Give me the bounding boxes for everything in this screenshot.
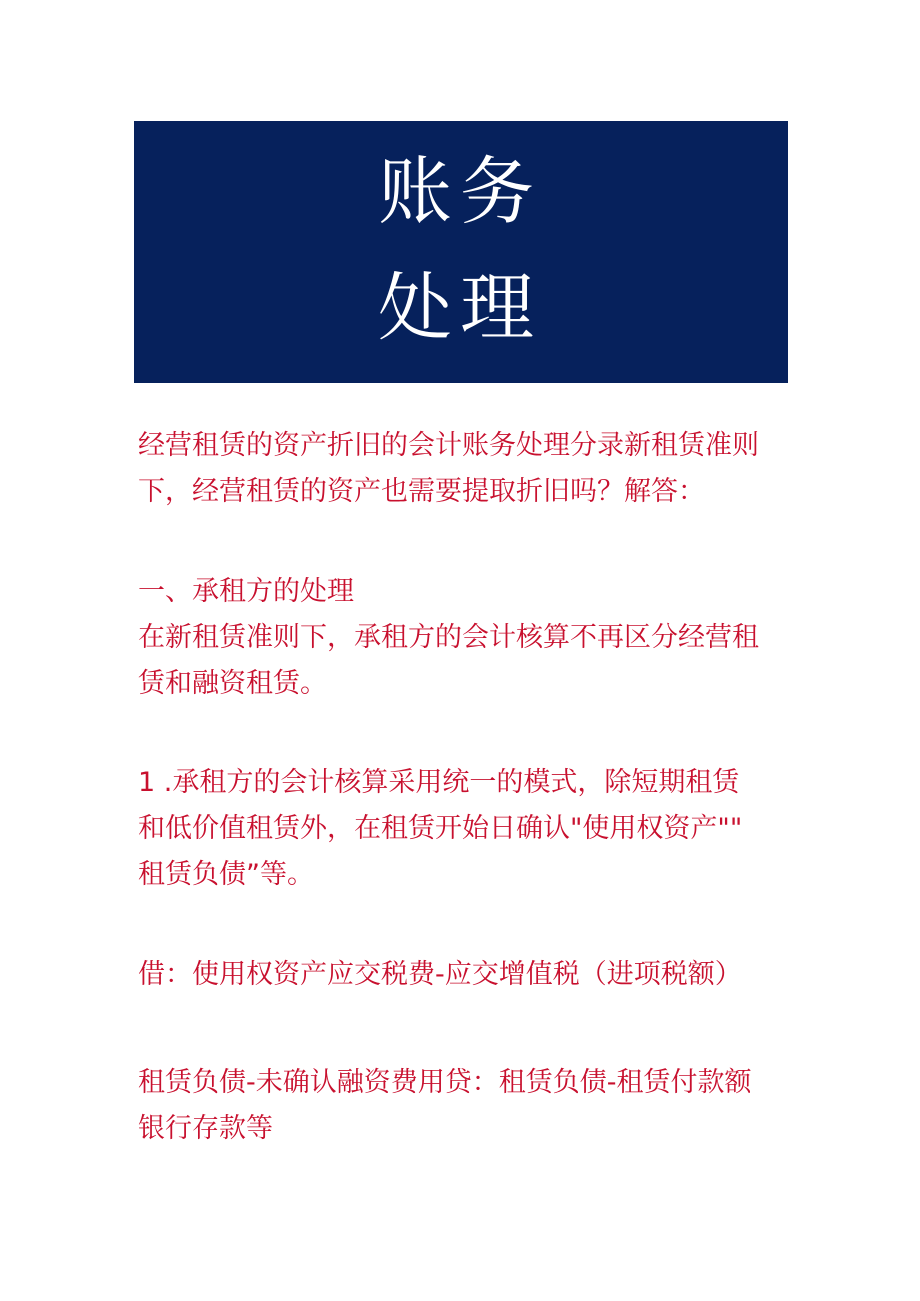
credit-line-1: 租赁负债-未确认融资费用贷：租赁负债-租赁付款额 [138,1067,752,1098]
section-line-2: 赁和融资租赁。 [138,668,327,699]
intro-line-1: 经营租赁的资产折旧的会计账务处理分录新租赁准则 [138,430,759,461]
point-1-line-2: 和低价值租赁外，在租赁开始日确认"使用权资产"" [138,813,743,844]
credit-line-2: 银行存款等 [138,1113,273,1144]
point-1-paragraph [138,760,798,898]
intro-line-2: 下，经营租赁的资产也需要提取折旧吗？解答： [138,476,705,507]
section-paragraph [138,615,798,707]
credit-entry [138,1060,798,1152]
point-1-line-3: 租赁负债”等。 [138,859,314,890]
section-heading: 一、承租方的处理 [138,576,354,607]
section-line-1: 在新租赁准则下，承租方的会计核算不再区分经营租 [138,622,759,653]
debit-entry: 借：使用权资产应交税费-应交增值税（进项税额） [138,959,742,990]
banner-title-line-2: 处理 [378,265,542,351]
banner-title-line-1: 账务 [378,149,542,235]
intro-paragraph [138,423,798,515]
point-1-line-1: 1 .承租方的会计核算采用统一的模式，除短期租赁 [138,767,740,798]
